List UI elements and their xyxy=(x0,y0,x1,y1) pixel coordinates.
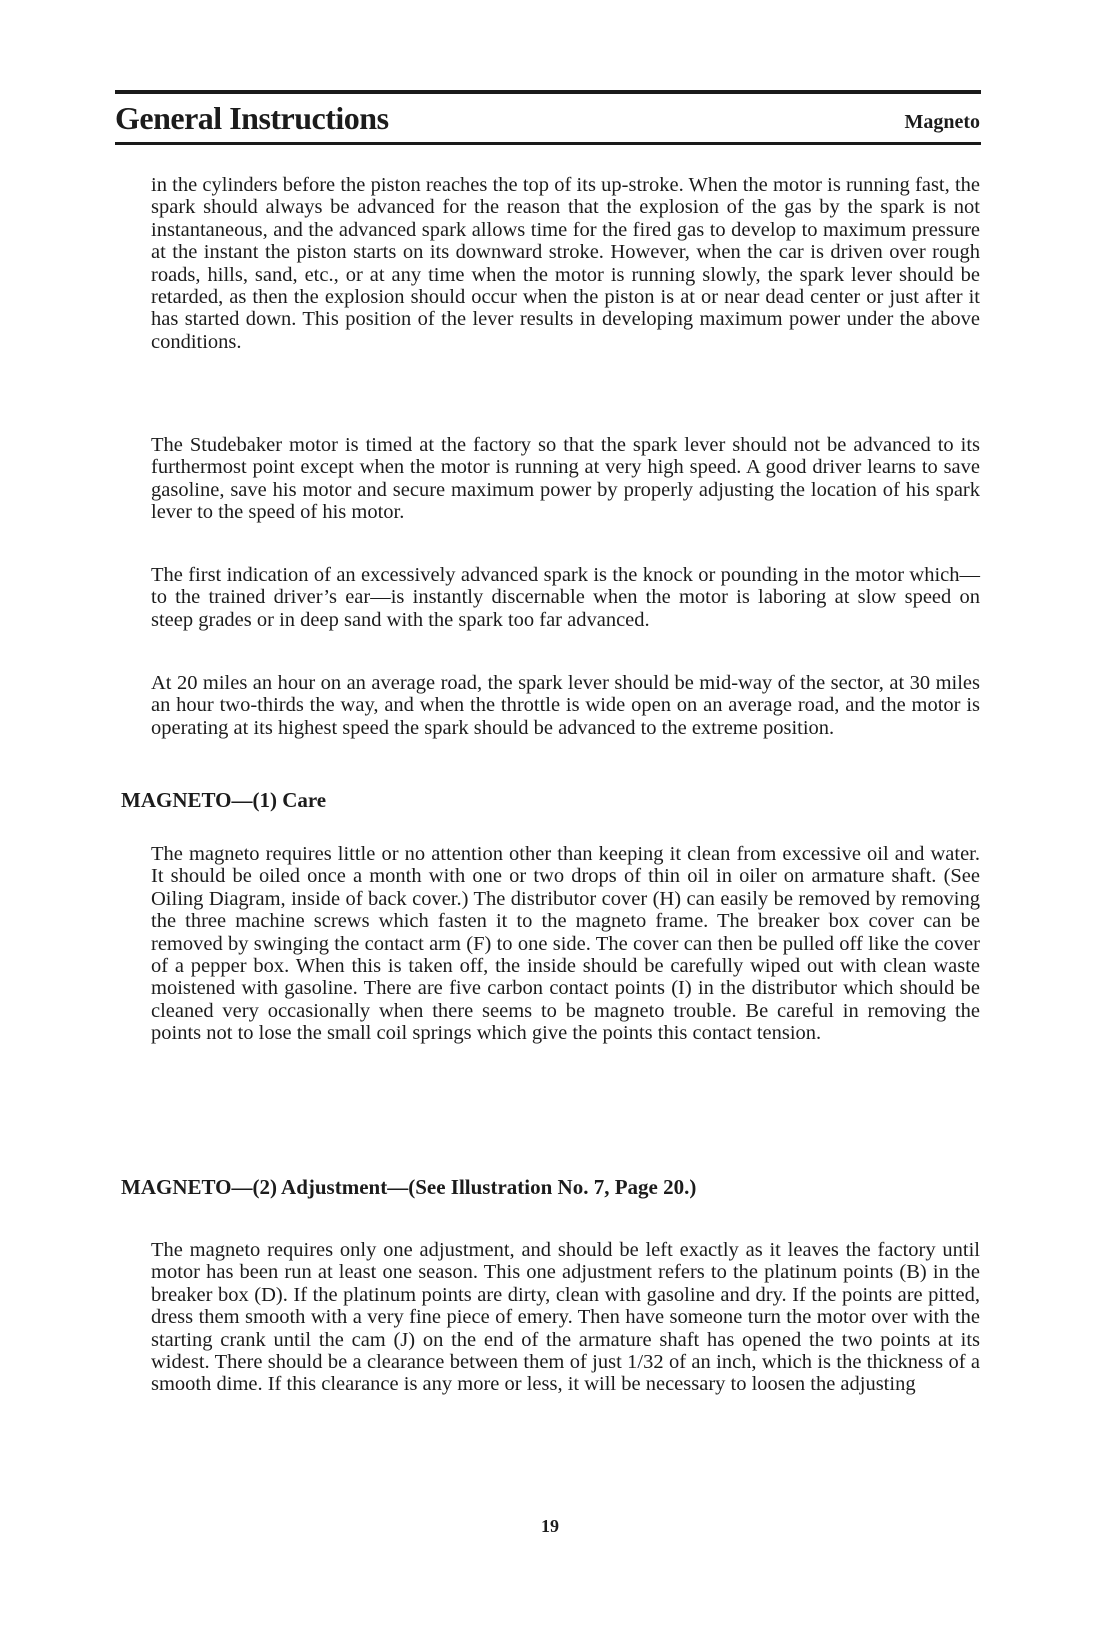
heading-magneto-care: MAGNETO—(1) Care xyxy=(121,788,327,812)
section-label: Magneto xyxy=(904,111,980,133)
paragraph-first-indication: The first indication of an excessively advanced spark is the knock or pounding in the motor which—to the trained driver’s ear—is instantly discernable when the motor is laboring at slow speed on steep grades or in deep sand with the spark too far advanced. xyxy=(151,564,980,631)
header-rule-bottom xyxy=(115,142,981,145)
paragraph-speed-settings: At 20 miles an hour on an average road, the spark lever should be mid-way of the sector, at 30 miles an hour two-thirds the way, and when the throttle is wide open on an average road, and the motor is operating at its highest speed the spark should be advanced to the extreme position. xyxy=(151,672,980,739)
paragraph-magneto-adjustment: The magneto requires only one adjustment, and should be left exactly as it leaves the factory until motor has been run at least one season. This one adjustment refers to the platinum points (B) in the breaker box (D). If the platinum points are dirty, clean with gasoline and dry. If the points are pitted, dress them smooth with a very fine piece of emery. Then have someone turn the motor over with the starting crank until the cam (J) on the end of the armature shaft has opened the two points at its widest. There should be a clearance between them of just 1/32 of an inch, which is the thickness of a smooth dime. If this clearance is any more or less, it will be necessary to loosen the adjusting xyxy=(151,1239,980,1396)
paragraph-magneto-care: The magneto requires little or no attention other than keeping it clean from excessive oil and water. It should be oiled once a month with one or two drops of thin oil in oiler on armature shaft. (See Oiling Diagram, inside of back cover.) The distributor cover (H) can easily be removed by removing the three machine screws which fasten it to the magneto frame. The breaker box cover can be removed by swinging the contact arm (F) to one side. The cover can then be pulled off like the cover of a pepper box. When this is taken off, the inside should be carefully wiped out with clean waste moistened with gasoline. There are five carbon contact points (I) in the distributor which should be cleaned very occasionally when there seems to be magneto trouble. Be careful in removing the points not to lose the small coil springs which give the points this contact tension. xyxy=(151,843,980,1045)
page-number: 19 xyxy=(541,1516,559,1536)
page-title: General Instructions xyxy=(115,100,389,136)
paragraph-studebaker-motor: The Studebaker motor is timed at the factory so that the spark lever should not be advanced to its furthermost point except when the motor is running at very high speed. A good driver learns to save gasoline, save his motor and secure maximum power by properly adjusting the location of his spark lever to the speed of his motor. xyxy=(151,434,980,524)
heading-magneto-adjustment: MAGNETO—(2) Adjustment—(See Illustration No. 7, Page 20.) xyxy=(121,1175,697,1199)
paragraph-spark-timing: in the cylinders before the piston reaches the top of its up-stroke. When the motor is running fast, the spark should always be advanced for the reason that the explosion of the gas by the spark is not instantaneous, and the advanced spark allows time for the fired gas to develop to maximum pressure at the instant the piston starts on its downward stroke. However, when the car is driven over rough roads, hills, sand, etc., or at any time when the motor is running slowly, the spark lever should be retarded, as then the explosion should occur when the piston is at or near dead center or just after it has started down. This position of the lever results in developing maximum power under the above conditions. xyxy=(151,174,980,353)
header-rule-top xyxy=(115,90,981,94)
